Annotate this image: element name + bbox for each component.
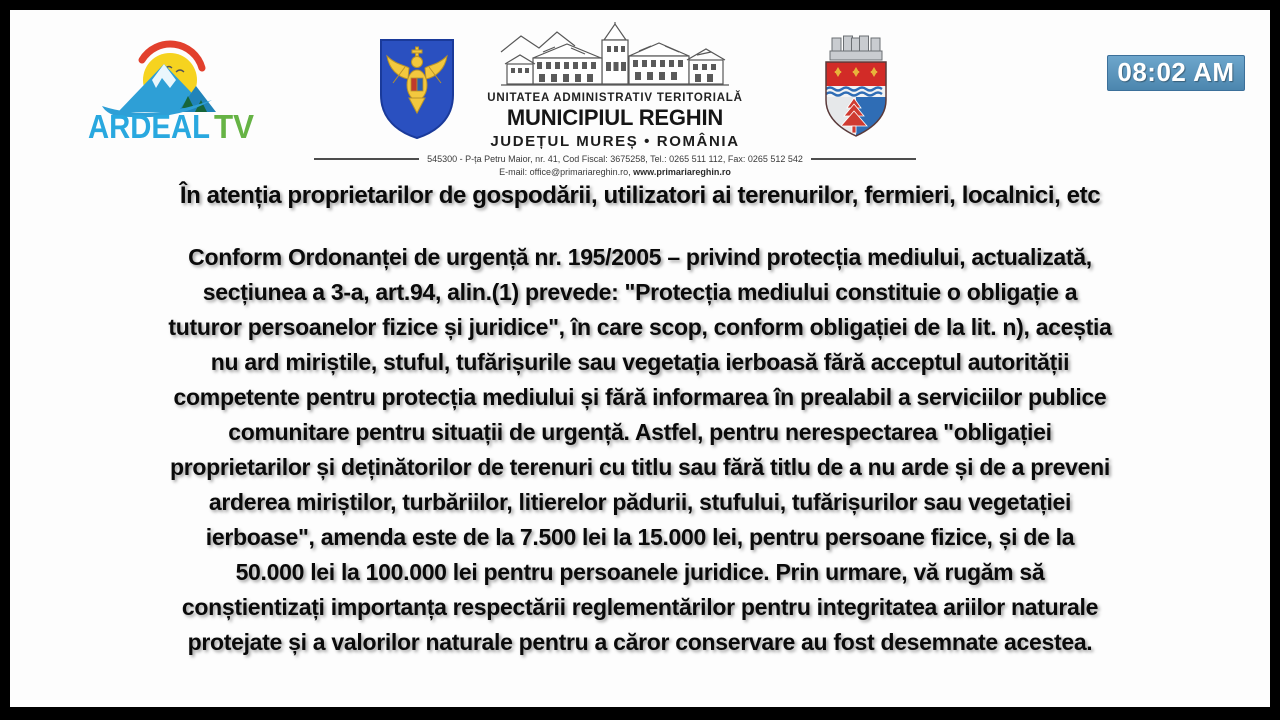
announcement — [10, 182, 1270, 660]
townhall-drawing-icon — [499, 22, 731, 90]
announcement-heading: În atenția proprietarilor de gospodării, utilizatori ai terenurilor, fermieri, localnici, etc — [179, 182, 1101, 209]
announcement-line: Conform Ordonanței de urgență nr. 195/2005 – privind protecția mediului, actualizată, — [188, 244, 1092, 270]
announcement-line: competente pentru protecția mediului și fără informarea în prealabil a serviciilor publice — [173, 384, 1107, 410]
announcement-line: conștientizați importanța respectării reglementărilor pentru integritatea ariilor naturale — [181, 594, 1099, 620]
reghin-coat-of-arms-icon — [818, 26, 894, 142]
announcement-line: protejate și a valorilor naturale pentru a căror conservare au fost desemnate acestea. — [187, 629, 1093, 655]
clock-badge: 08:02 AM — [1107, 55, 1245, 91]
org-email: E-mail: office@primariareghin.ro, — [499, 167, 631, 177]
announcement-line: secțiunea a 3-a, art.94, alin.(1) prevede: "Protecția mediului constituie o obligație a — [202, 279, 1078, 305]
org-website: www.primariareghin.ro — [633, 167, 731, 177]
org-type: UNITATEA ADMINISTRATIV TERITORIALĂ — [487, 92, 743, 104]
announcement-line: comunitare pentru situații de urgență. Astfel, pentru nerespectarea "obligației — [228, 419, 1052, 445]
address-row — [305, 154, 925, 164]
channel-name-ardeal: ARDEAL — [88, 108, 210, 144]
document-page — [10, 10, 1270, 707]
announcement-line: arderea miriștilor, turbăriilor, litierelor pădurii, stufului, tufărișurilor sau vegetației — [208, 489, 1072, 515]
org-region: JUDEȚUL MUREȘ • ROMÂNIA — [490, 133, 740, 150]
channel-name-tv: TV — [214, 108, 254, 144]
announcement-line: 50.000 lei la 100.000 lei pentru persoanele juridice. Prin urmare, vă rugăm să — [235, 559, 1045, 585]
org-address: 545300 - P-ța Petru Maior, nr. 41, Cod Fiscal: 3675258, Tel.: 0265 511 112, Fax: 0265 512 542 — [427, 154, 803, 164]
email-row — [305, 167, 925, 177]
org-name: MUNICIPIUL REGHIN — [506, 105, 724, 130]
announcement-line: proprietarilor și deținătorilor de terenuri cu titlu sau fără titlu de a nu arde și de a preveni — [170, 454, 1110, 480]
announcement-line: ierboase", amenda este de la 7.500 lei la 15.000 lei, pentru persoane fizice, și de la — [205, 524, 1075, 550]
rule-right — [811, 158, 916, 160]
rule-left — [314, 158, 419, 160]
announcement-line: nu ard miriștile, stuful, tufărișurile sau vegetația ierboasă fără acceptul autorității — [210, 349, 1070, 375]
ardealtv-logo-icon — [80, 36, 265, 144]
announcement-line: tuturor persoanelor fizice și juridice", în care scop, conform obligației de la lit. n), aceștia — [168, 314, 1112, 340]
